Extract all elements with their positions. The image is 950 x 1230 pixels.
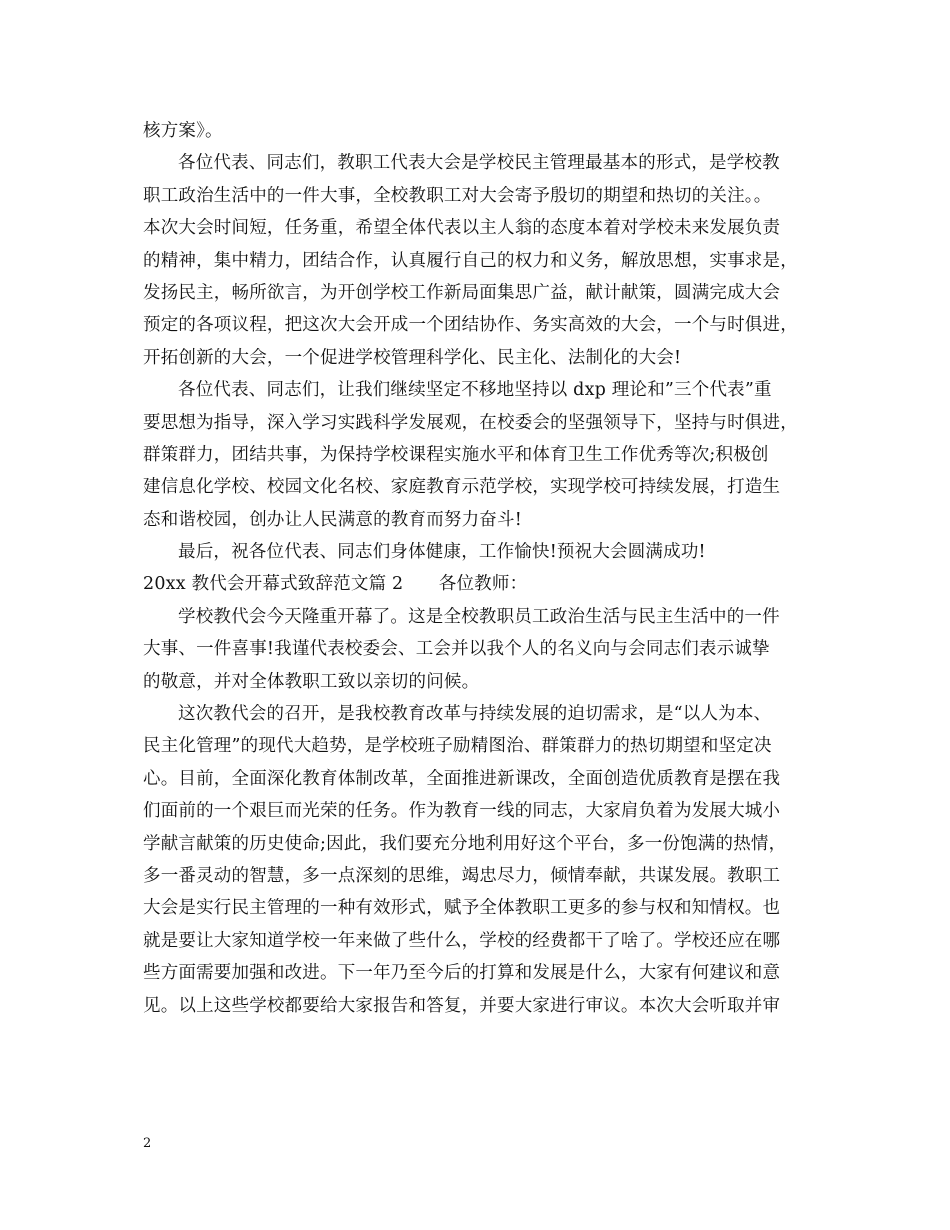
text-line: 各位代表、同志们，教职工代表大会是学校民主管理最基本的形式，是学校教 bbox=[178, 153, 780, 174]
text-line: 核方案》。 bbox=[143, 121, 223, 141]
text-line: 多一番灵动的智慧，多一点深刻的思维，竭忠尽力，倾情奉献，共谋发展。教职工 bbox=[143, 865, 781, 886]
text-line: 职工政治生活中的一件大事，全校教职工对大会寄予殷切的期望和热切的关注。。 bbox=[143, 185, 772, 206]
text-line: 本次大会时间短，任务重，希望全体代表以主人翁的态度本着对学校未来发展负责 bbox=[143, 218, 781, 239]
text-line: 大会是实行民主管理的一种有效形式，赋予全体教职工更多的参与权和知情权。也 bbox=[143, 898, 781, 919]
text-line: 建信息化学校、校园文化名校、家庭教育示范学校，实现学校可持续发展，打造生 bbox=[143, 477, 781, 498]
page-number: 2 bbox=[143, 1136, 152, 1151]
text-line: 预定的各项议程，把这次大会开成一个团结协作、务实高效的大会，一个与时俱进， bbox=[143, 315, 798, 336]
text-line: 开拓创新的大会，一个促进学校管理科学化、民主化、法制化的大会! bbox=[143, 347, 682, 368]
text-line: 民主化管理”的现代大趋势，是学校班子励精图治、群策群力的热切期望和坚定决 bbox=[143, 736, 772, 757]
text-line: 的敬意，并对全体教职工致以亲切的问候。 bbox=[143, 671, 480, 692]
text-line: 就是要让大家知道学校一年来做了些什么，学校的经费都干了啥了。学校还应在哪 bbox=[143, 930, 781, 951]
text-line: 这次教代会的召开，是我校教育改革与持续发展的迫切需求，是“以人为本、 bbox=[178, 704, 772, 725]
text-line: 些方面需要加强和改进。下一年乃至今后的打算和发展是什么，大家有何建议和意 bbox=[143, 963, 781, 984]
text-line: 学校教代会今天隆重开幕了。这是全校教职员工政治生活与民主生活中的一件 bbox=[178, 606, 780, 627]
text-line: 最后，祝各位代表、同志们身体健康，工作愉快!预祝大会圆满成功! bbox=[178, 542, 706, 563]
text-line: 发扬民主，畅所欲言，为开创学校工作新局面集思广益，献计献策，圆满完成大会 bbox=[143, 282, 781, 303]
text-line: 见。以上这些学校都要给大家报告和答复，并要大家进行审议。本次大会听取并审 bbox=[143, 995, 781, 1016]
text-line: 群策群力，团结共事，为保持学校课程实施水平和体育卫生工作优秀等次;积极创 bbox=[143, 444, 769, 465]
text-line: 要思想为指导，深入学习实践科学发展观，在校委会的坚强领导下，坚持与时俱进， bbox=[143, 412, 798, 433]
text-line: 学献言献策的历史使命;因此，我们要充分地利用好这个平台，多一份饱满的热情， bbox=[143, 833, 787, 854]
text-line: 们面前的一个艰巨而光荣的任务。作为教育一线的同志，大家肩负着为发展大城小 bbox=[143, 801, 781, 822]
text-line: 大事、一件喜事!我谨代表校委会、工会并以我个人的名义向与会同志们表示诚挚 bbox=[143, 639, 770, 660]
text-line: 各位代表、同志们，让我们继续坚定不移地坚持以 dxp 理论和”三个代表”重 bbox=[178, 380, 772, 401]
text-line: 态和谐校园，创办让人民满意的教育而努力奋斗! bbox=[143, 509, 522, 530]
text-line: 心。目前，全面深化教育体制改革，全面推进新课改，全面创造优质教育是摆在我 bbox=[143, 768, 781, 789]
document-body bbox=[143, 115, 823, 1022]
text-line: 20xx 教代会开幕式致辞范文篇 2 各位教师： bbox=[143, 574, 528, 595]
text-line: 的精神，集中精力，团结合作，认真履行自己的权力和义务，解放思想，实事求是， bbox=[143, 250, 798, 271]
